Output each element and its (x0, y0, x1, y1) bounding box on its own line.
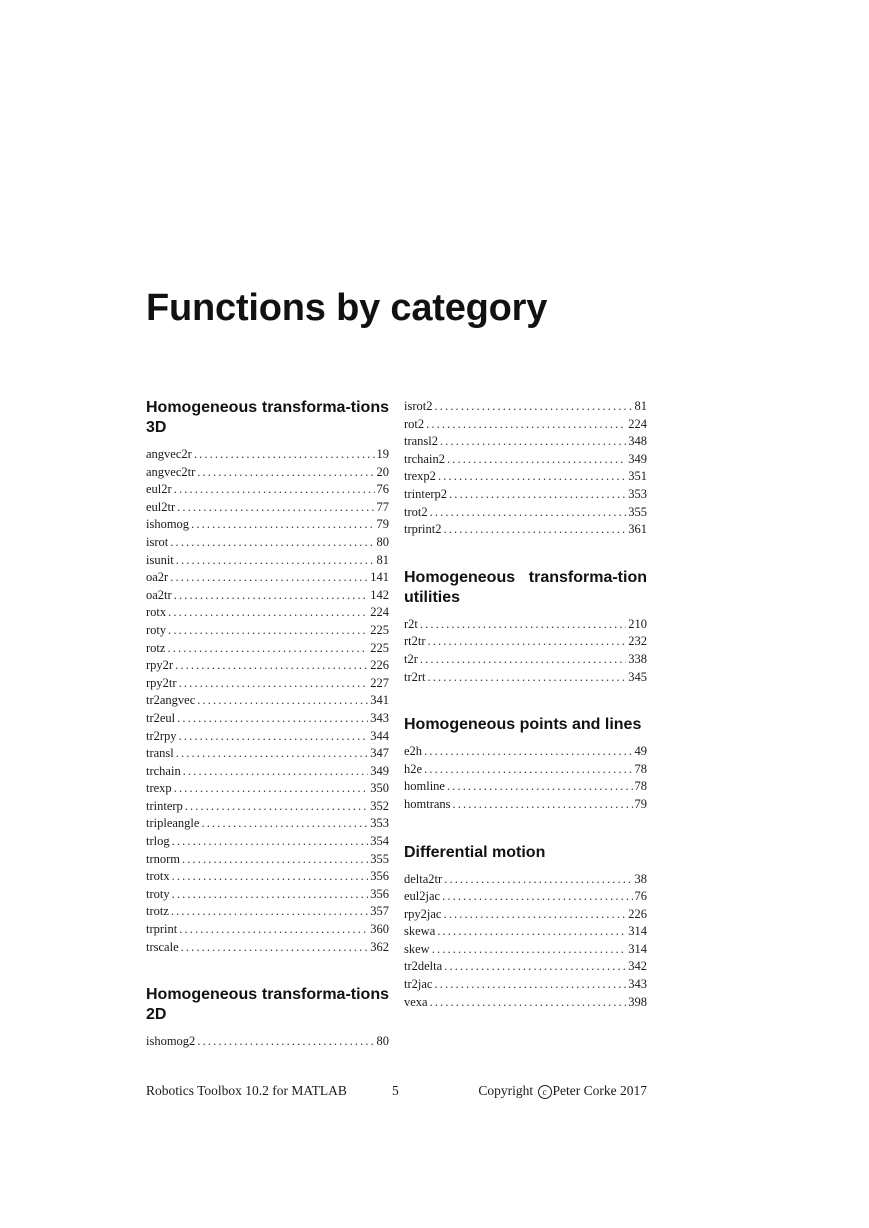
dot-leader (177, 710, 368, 728)
function-name: eul2r (146, 482, 172, 497)
function-name: angvec2r (146, 447, 192, 461)
page-reference: 49 (634, 744, 647, 759)
dot-leader (172, 868, 369, 886)
entry-list (146, 446, 389, 956)
function-name: rotx (146, 605, 167, 620)
index-entry (146, 516, 389, 534)
dot-leader (434, 398, 632, 416)
page-reference: 225 (370, 622, 389, 637)
dot-leader (170, 569, 368, 587)
page-reference: 142 (370, 587, 389, 602)
function-name: tr2angvec (146, 693, 196, 708)
index-entry (146, 657, 389, 675)
page-reference: 361 (628, 522, 647, 537)
function-name: homline (404, 779, 445, 794)
function-name: oa2r (146, 570, 169, 585)
dot-leader (179, 675, 369, 693)
index-entry (146, 692, 389, 710)
dot-leader (197, 464, 374, 482)
dot-leader (444, 871, 632, 889)
function-name: isunit (146, 552, 174, 567)
index-entry (404, 486, 647, 504)
index-entry (146, 604, 389, 622)
dot-leader (449, 486, 626, 504)
dot-leader (174, 481, 375, 499)
page-reference: 81 (634, 399, 647, 413)
index-entry (146, 675, 389, 693)
dot-leader (167, 640, 368, 658)
index-entry (146, 622, 389, 640)
page-reference: 79 (634, 796, 647, 811)
section-differential-motion (404, 843, 647, 1012)
function-name: trprint2 (404, 522, 442, 537)
function-name: trot2 (404, 504, 428, 519)
index-entry (146, 1033, 389, 1051)
index-entry (404, 451, 647, 469)
dot-leader (177, 499, 374, 517)
index-entry (146, 763, 389, 781)
page-reference: 349 (628, 451, 647, 466)
page-reference: 79 (376, 517, 389, 532)
dot-leader (176, 745, 368, 763)
index-entry (146, 798, 389, 816)
index-entry (146, 587, 389, 605)
page-reference: 232 (628, 634, 647, 649)
page-reference: 76 (376, 482, 389, 497)
function-name: skewa (404, 924, 436, 939)
page-reference: 356 (370, 886, 389, 901)
copyright-holder: Peter Corke 2017 (552, 1083, 647, 1098)
index-entry (146, 481, 389, 499)
page-reference: 344 (370, 728, 389, 743)
page-reference: 343 (628, 977, 647, 992)
section-heading: Homogeneous transforma-tions 3D (146, 399, 389, 436)
page-reference: 77 (376, 499, 389, 514)
dot-leader (182, 851, 368, 869)
index-entry (404, 743, 647, 761)
section-points-and-lines (404, 715, 647, 813)
function-name: rotz (146, 640, 166, 655)
index-entry (146, 815, 389, 833)
function-name: rpy2r (146, 658, 174, 673)
index-entry (146, 939, 389, 957)
function-name: ishomog (146, 517, 190, 532)
page-reference: 398 (628, 994, 647, 1009)
page-reference: 81 (376, 552, 389, 567)
index-entry (404, 616, 647, 634)
index-entry (404, 906, 647, 924)
index-entry (146, 552, 389, 570)
section-homogeneous-3d (146, 398, 389, 956)
page-reference: 353 (628, 486, 647, 501)
entry-list (404, 871, 647, 1012)
section-transformation-utilities (404, 568, 647, 686)
index-entry (404, 941, 647, 959)
index-entry (404, 761, 647, 779)
dot-leader (201, 815, 368, 833)
index-entry (146, 886, 389, 904)
page-reference: 210 (628, 616, 647, 631)
page-reference: 356 (370, 869, 389, 884)
dot-leader (453, 796, 633, 814)
index-entry (404, 994, 647, 1012)
index-entry (404, 651, 647, 669)
index-entry (404, 976, 647, 994)
function-name: transl2 (404, 434, 439, 449)
page-reference: 314 (628, 941, 647, 956)
page-reference: 348 (628, 434, 647, 449)
page-reference: 362 (370, 939, 389, 954)
function-name: oa2tr (146, 587, 172, 602)
function-name: trprint (146, 922, 178, 937)
dot-leader (440, 433, 626, 451)
section-heading: Homogeneous points and lines (404, 716, 642, 734)
page-reference: 355 (370, 851, 389, 866)
index-entry (146, 534, 389, 552)
function-name: rpy2jac (404, 906, 442, 921)
dot-leader (424, 761, 632, 779)
dot-leader (444, 958, 626, 976)
function-name: skew (404, 941, 430, 956)
page-reference: 224 (370, 605, 389, 620)
dot-leader (172, 833, 369, 851)
index-entry (404, 468, 647, 486)
page-reference: 80 (376, 534, 389, 549)
dot-leader (179, 728, 369, 746)
section-homogeneous-2d (146, 985, 389, 1051)
page-reference: 338 (628, 651, 647, 666)
page-title: Functions by category (146, 287, 548, 329)
index-entry (146, 464, 389, 482)
function-name: ishomog2 (146, 1034, 196, 1049)
page-reference: 227 (370, 675, 389, 690)
dot-leader (438, 468, 626, 486)
page-reference: 224 (628, 416, 647, 431)
index-entry (146, 780, 389, 798)
dot-leader (183, 763, 369, 781)
index-entry (146, 868, 389, 886)
page-reference: 314 (628, 924, 647, 939)
function-name: tripleangle (146, 816, 200, 831)
page-reference: 225 (370, 640, 389, 655)
function-name: trexp (146, 781, 172, 796)
function-name: t2r (404, 651, 418, 666)
function-name: delta2tr (404, 871, 443, 886)
dot-leader (175, 657, 368, 675)
dot-leader (181, 939, 369, 957)
index-entry (146, 728, 389, 746)
index-entry (404, 633, 647, 651)
dot-leader (171, 903, 368, 921)
index-entry (404, 521, 647, 539)
entry-list (404, 743, 647, 813)
page-reference: 349 (370, 763, 389, 778)
footer-page-number: 5 (392, 1083, 399, 1098)
page-reference: 352 (370, 798, 389, 813)
page-reference: 19 (376, 447, 389, 461)
dot-leader (179, 921, 368, 939)
page-reference: 226 (370, 658, 389, 673)
entry-list (404, 398, 647, 539)
dot-leader (432, 941, 627, 959)
function-name: angvec2tr (146, 464, 196, 479)
function-name: r2t (404, 616, 418, 631)
page-reference: 354 (370, 834, 389, 849)
index-entry (146, 569, 389, 587)
dot-leader (426, 416, 626, 434)
function-name: roty (146, 622, 167, 637)
function-name: rot2 (404, 416, 425, 431)
index-entry (404, 398, 647, 416)
index-entry (404, 958, 647, 976)
function-name: h2e (404, 761, 423, 776)
dot-leader (194, 446, 375, 464)
dot-leader (197, 1033, 374, 1051)
function-name: isrot (146, 534, 169, 549)
dot-leader (174, 587, 369, 605)
section-homogeneous-2d-continued (404, 398, 647, 539)
function-name: trinterp (146, 798, 183, 813)
footer-book-title: Robotics Toolbox 10.2 for MATLAB (146, 1083, 347, 1098)
page-reference: 76 (634, 889, 647, 904)
right-column (404, 398, 647, 1011)
function-name: tr2jac (404, 977, 433, 992)
function-name: trnorm (146, 851, 181, 866)
section-heading: Homogeneous transforma-tions 2D (146, 986, 389, 1024)
function-name: trlog (146, 834, 170, 849)
index-entry (404, 669, 647, 687)
page-reference: 226 (628, 906, 647, 921)
index-entry (146, 640, 389, 658)
function-name: trchain (146, 763, 181, 778)
dot-leader (447, 451, 626, 469)
index-entry (146, 745, 389, 763)
dot-leader (197, 692, 368, 710)
page-reference: 78 (634, 779, 647, 794)
copyright-prefix: Copyright (478, 1083, 534, 1098)
index-entry (404, 871, 647, 889)
function-name: rt2tr (404, 634, 426, 649)
index-entry (146, 851, 389, 869)
function-name: tr2rt (404, 669, 426, 684)
page-reference: 351 (628, 469, 647, 484)
section-heading: Differential motion (404, 843, 546, 861)
index-entry (404, 778, 647, 796)
page-reference: 350 (370, 781, 389, 796)
dot-leader (420, 651, 626, 669)
index-entry (146, 446, 389, 464)
function-name: e2h (404, 744, 423, 759)
copyright-icon: c (538, 1085, 552, 1099)
dot-leader (176, 552, 375, 570)
dot-leader (437, 923, 626, 941)
dot-leader (434, 976, 626, 994)
function-name: tr2eul (146, 710, 176, 725)
dot-leader (430, 504, 627, 522)
page-reference: 20 (376, 464, 389, 479)
index-entry (404, 504, 647, 522)
function-name: trscale (146, 939, 179, 954)
function-name: tr2delta (404, 959, 443, 974)
index-entry (146, 921, 389, 939)
dot-leader (430, 994, 627, 1012)
index-entry (404, 923, 647, 941)
page-reference: 341 (370, 693, 389, 708)
dot-leader (428, 633, 627, 651)
page-reference: 342 (628, 959, 647, 974)
index-entry (404, 888, 647, 906)
dot-leader (444, 521, 627, 539)
dot-leader (174, 780, 369, 798)
dot-leader (168, 604, 368, 622)
page-reference: 78 (634, 761, 647, 776)
function-name: eul2tr (146, 499, 176, 514)
dot-leader (168, 622, 368, 640)
index-entry (146, 833, 389, 851)
dot-leader (428, 669, 627, 687)
function-name: homtrans (404, 796, 451, 811)
dot-leader (191, 516, 374, 534)
function-name: transl (146, 746, 174, 761)
function-name: vexa (404, 994, 428, 1009)
index-entry (404, 796, 647, 814)
function-name: trexp2 (404, 469, 436, 484)
function-name: isrot2 (404, 399, 433, 413)
function-name: trotz (146, 904, 169, 919)
footer-copyright (478, 1082, 647, 1100)
page-reference: 353 (370, 816, 389, 831)
page-reference: 38 (634, 871, 647, 886)
dot-leader (185, 798, 368, 816)
dot-leader (447, 778, 633, 796)
page-footer (146, 1082, 647, 1100)
function-name: trchain2 (404, 451, 445, 466)
dot-leader (443, 906, 626, 924)
dot-leader (170, 534, 374, 552)
page-reference: 347 (370, 746, 389, 761)
page-reference: 355 (628, 504, 647, 519)
entry-list (146, 1033, 389, 1051)
page-reference: 343 (370, 710, 389, 725)
page-reference: 357 (370, 904, 389, 919)
section-heading: Homogeneous transforma-tion utilities (404, 568, 647, 606)
index-entry (404, 416, 647, 434)
dot-leader (420, 616, 626, 634)
function-name: rpy2tr (146, 675, 177, 690)
function-name: trinterp2 (404, 486, 448, 501)
index-entry (146, 710, 389, 728)
page-reference: 360 (370, 922, 389, 937)
page-reference: 141 (370, 570, 389, 585)
function-name: eul2jac (404, 889, 441, 904)
index-entry (146, 903, 389, 921)
left-column (146, 398, 389, 1051)
page-reference: 80 (376, 1034, 389, 1049)
entry-list (404, 616, 647, 686)
function-name: tr2rpy (146, 728, 177, 743)
index-entry (404, 433, 647, 451)
index-entry (146, 499, 389, 517)
dot-leader (442, 888, 632, 906)
dot-leader (424, 743, 632, 761)
page-reference: 345 (628, 669, 647, 684)
dot-leader (172, 886, 369, 904)
function-name: troty (146, 886, 170, 901)
function-name: trotx (146, 869, 170, 884)
